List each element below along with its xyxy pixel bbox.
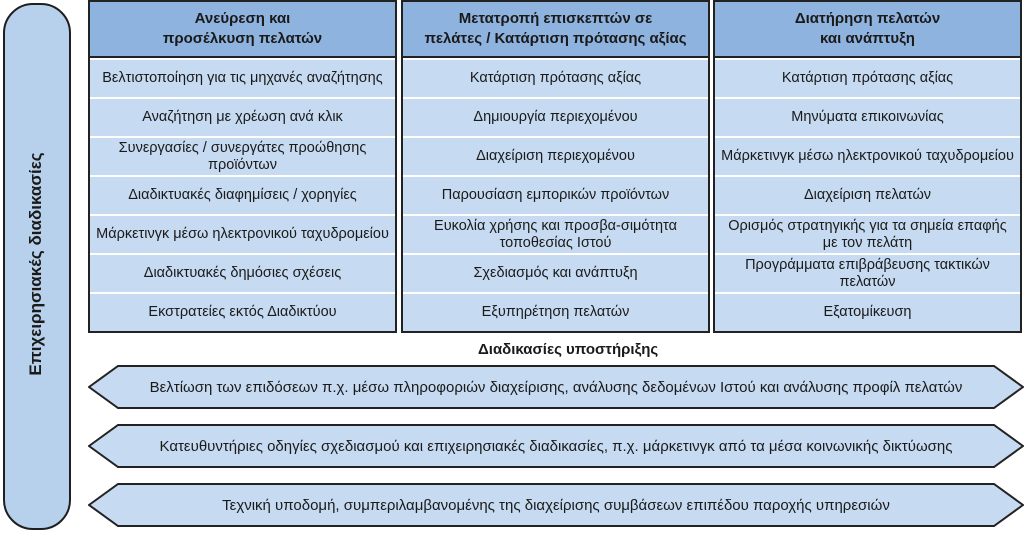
process-cell: Μηνύματα επικοινωνίας: [715, 99, 1020, 136]
column-header: [90, 2, 395, 58]
column-conversion: [401, 0, 710, 333]
process-cell: Κατάρτιση πρότασης αξίας: [403, 60, 708, 97]
header-line: πελάτες / Κατάρτιση πρότασης αξίας: [424, 30, 687, 47]
header-line: Ανεύρεση και: [194, 10, 291, 27]
process-cell: Προγράμματα επιβράβευσης τακτικών πελατών: [715, 255, 1020, 292]
process-cell: Ορισμός στρατηγικής για τα σημεία επαφής με τον πελάτη: [715, 216, 1020, 253]
column-header: [403, 2, 708, 58]
process-cell: Δημιουργία περιεχομένου: [403, 99, 708, 136]
header-line: Διατήρηση πελατών: [794, 10, 941, 27]
process-cell: Συνεργασίες / συνεργάτες προώθησης προϊόντων: [90, 138, 395, 175]
process-cell: Διαχείριση πελατών: [715, 177, 1020, 214]
support-arrow-label: Κατευθυντήριες οδηγίες σχεδιασμού και επιχειρησιακές διαδικασίες, π.χ. μάρκετινγκ από τα μέσα κοινωνικής δικτύωσης: [159, 437, 953, 455]
process-cell: Αναζήτηση με χρέωση ανά κλικ: [90, 99, 395, 136]
support-arrow: [88, 424, 1024, 468]
column-header: [715, 2, 1020, 58]
header-line: προσέλκυση πελατών: [162, 30, 323, 47]
support-arrow-label: Βελτίωση των επιδόσεων π.χ. μέσω πληροφοριών διαχείρισης, ανάλυσης δεδομένων Ιστού και ανάλυσης προφίλ πελατών: [149, 378, 963, 396]
process-cell: Μάρκετινγκ μέσω ηλεκτρονικού ταχυδρομείου: [90, 216, 395, 253]
process-cell: Κατάρτιση πρότασης αξίας: [715, 60, 1020, 97]
header-line: και ανάπτυξη: [820, 30, 915, 47]
process-cell: Διαχείριση περιεχομένου: [403, 138, 708, 175]
column-retention: [713, 0, 1022, 333]
support-arrow: [88, 483, 1024, 527]
process-cell: Διαδικτυακές δημόσιες σχέσεις: [90, 255, 395, 292]
process-cell: Βελτιστοποίηση για τις μηχανές αναζήτησης: [90, 60, 395, 97]
process-cell: Εξατομίκευση: [715, 294, 1020, 331]
header-line: Μετατροπή επισκεπτών σε: [458, 10, 653, 27]
process-cell: Εξυπηρέτηση πελατών: [403, 294, 708, 331]
support-arrow: [88, 365, 1024, 409]
business-processes-label: Επιχειρησιακές διαδικασίες: [26, 152, 45, 376]
support-arrow-label: Τεχνική υποδομή, συμπεριλαμβανομένης της διαχείρισης συμβάσεων επιπέδου παροχής υπηρεσιών: [222, 496, 890, 514]
process-cell: Διαδικτυακές διαφημίσεις / χορηγίες: [90, 177, 395, 214]
support-processes-title: Διαδικασίες υποστήριξης: [478, 341, 659, 358]
column-acquisition: [88, 0, 397, 333]
process-cell: Μάρκετινγκ μέσω ηλεκτρονικού ταχυδρομείου: [715, 138, 1020, 175]
process-cell: Παρουσίαση εμπορικών προϊόντων: [403, 177, 708, 214]
process-cell: Εκστρατείες εκτός Διαδικτύου: [90, 294, 395, 331]
process-cell: Σχεδιασμός και ανάπτυξη: [403, 255, 708, 292]
process-cell: Ευκολία χρήσης και προσβα-σιμότητα τοποθεσίας Ιστού: [403, 216, 708, 253]
